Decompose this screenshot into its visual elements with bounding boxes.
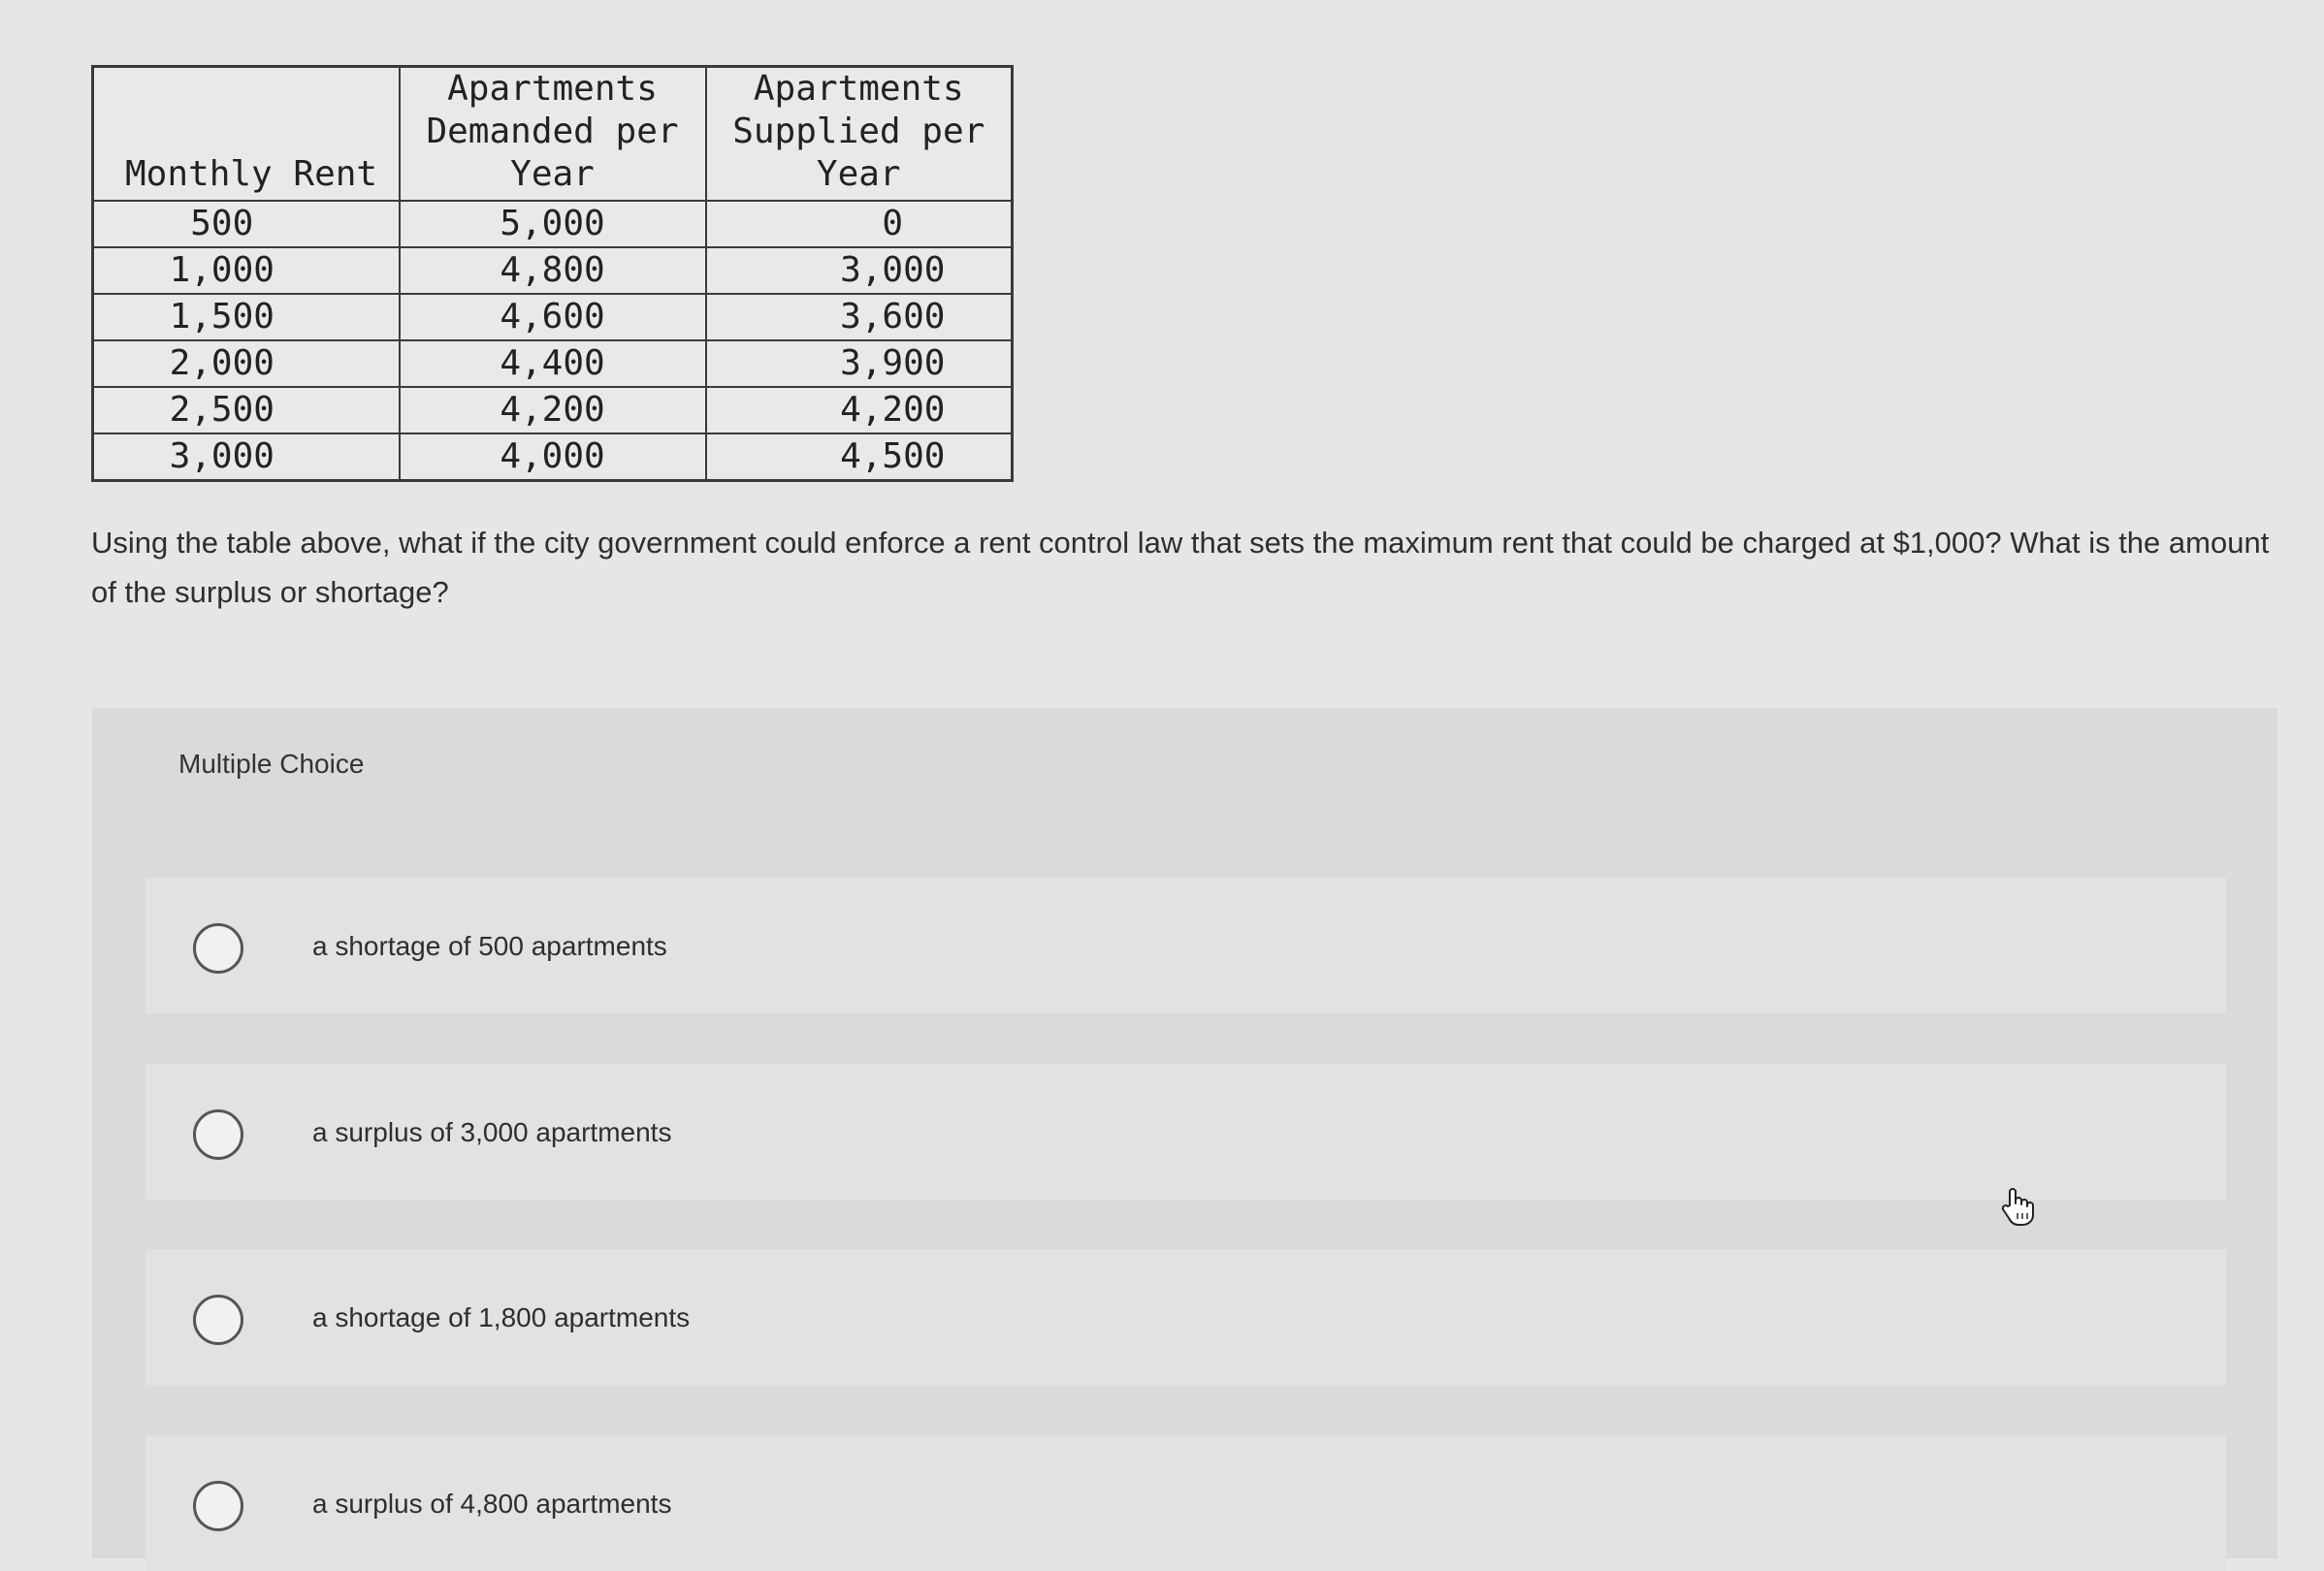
answer-option-label: a surplus of 3,000 apartments: [312, 1117, 672, 1147]
rent-data-table: [91, 65, 1014, 482]
answer-option-1[interactable]: [145, 878, 2226, 1013]
supplied-cell: 3,000: [706, 247, 1013, 294]
answer-option-2[interactable]: [145, 1064, 2226, 1200]
table-header-row: [93, 67, 1013, 202]
table-row: [93, 387, 1013, 433]
demanded-cell: 4,200: [400, 387, 706, 433]
demanded-cell: 5,000: [400, 201, 706, 247]
table-row: [93, 433, 1013, 481]
answer-option-label: a surplus of 4,800 apartments: [312, 1489, 672, 1519]
demanded-cell: 4,800: [400, 247, 706, 294]
rent-cell: 2,000: [93, 340, 400, 387]
supplied-cell: 0: [706, 201, 1013, 247]
multiple-choice-panel: [92, 708, 2277, 1558]
demanded-cell: 4,400: [400, 340, 706, 387]
radio-button[interactable]: [193, 1109, 243, 1160]
multiple-choice-label: Multiple Choice: [178, 749, 365, 779]
radio-button[interactable]: [193, 1481, 243, 1531]
rent-cell: 3,000: [93, 433, 400, 481]
answer-option-label: a shortage of 500 apartments: [312, 931, 667, 961]
supplied-cell: 4,500: [706, 433, 1013, 481]
question-text: Using the table above, what if the city government could enforce a rent control law that sets the maximum rent that could be charged at $1,000? What is the amount of the surplus or shortage?: [91, 526, 2270, 609]
supplied-cell: 4,200: [706, 387, 1013, 433]
rent-cell: 2,500: [93, 387, 400, 433]
supplied-cell: 3,900: [706, 340, 1013, 387]
header-apartments-demanded: Apartments Demanded per Year: [400, 67, 706, 202]
demanded-cell: 4,000: [400, 433, 706, 481]
answer-option-3[interactable]: [145, 1249, 2226, 1385]
table-row: [93, 201, 1013, 247]
rent-cell: 500: [93, 201, 400, 247]
table-row: [93, 247, 1013, 294]
header-apartments-supplied: Apartments Supplied per Year: [706, 67, 1013, 202]
supplied-cell: 3,600: [706, 294, 1013, 340]
answer-option-label: a shortage of 1,800 apartments: [312, 1302, 691, 1332]
radio-button[interactable]: [193, 923, 243, 974]
demanded-cell: 4,600: [400, 294, 706, 340]
radio-button[interactable]: [193, 1295, 243, 1345]
header-monthly-rent: Monthly Rent: [93, 67, 400, 202]
answer-option-4[interactable]: [145, 1435, 2226, 1571]
rent-cell: 1,500: [93, 294, 400, 340]
hand-pointer-icon: [1998, 1186, 2037, 1227]
rent-cell: 1,000: [93, 247, 400, 294]
table-row: [93, 340, 1013, 387]
table-row: [93, 294, 1013, 340]
